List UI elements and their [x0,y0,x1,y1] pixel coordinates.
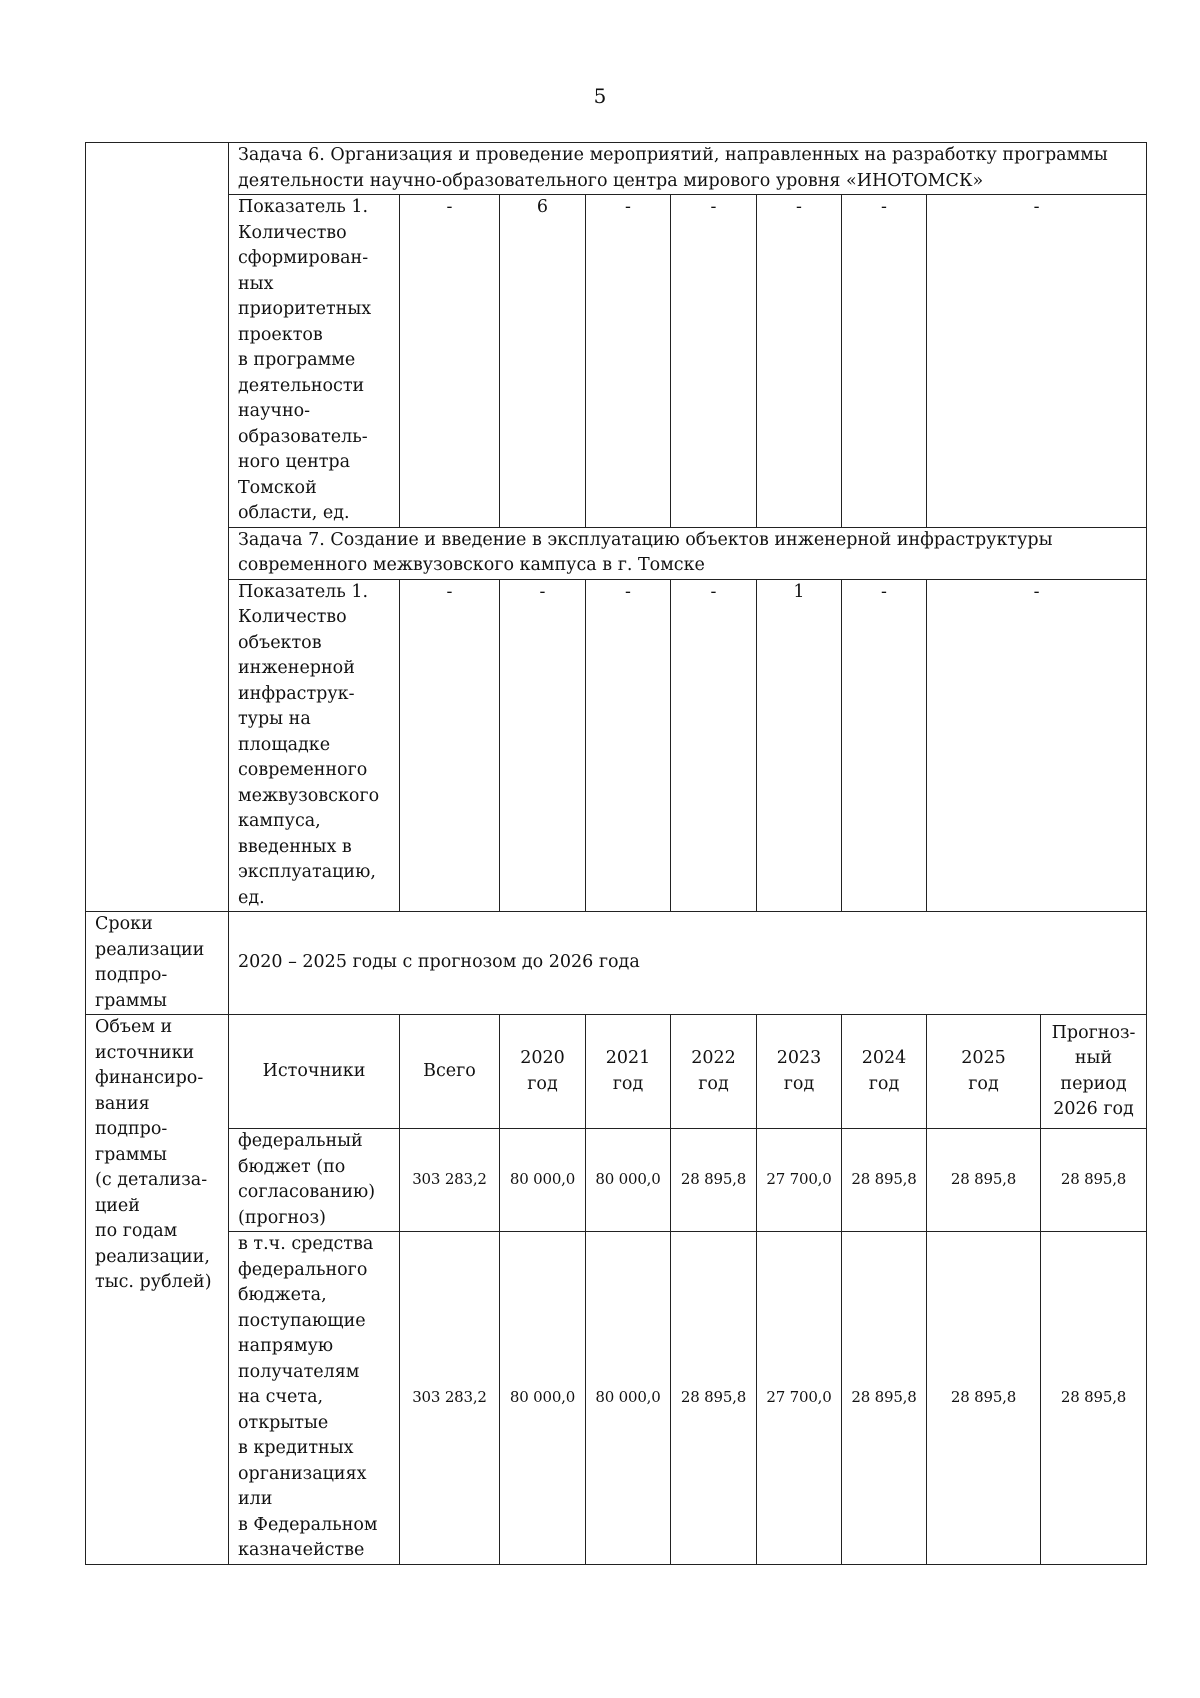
task7-value: - [400,579,500,912]
task7-value: 1 [757,579,842,912]
financing-value: 28 895,8 [927,1129,1041,1232]
financing-row [86,1232,1147,1565]
left-label-empty [86,143,229,912]
task7-value: - [586,579,671,912]
financing-value: 28 895,8 [671,1232,757,1565]
task7-row [86,527,1147,579]
financing-header: 2025 год [927,1015,1041,1129]
financing-value: 27 700,0 [757,1129,842,1232]
task7-indicator-row [86,579,1147,912]
task6-title: Задача 6. Организация и проведение мероприятий, направленных на разработку программы деятельности научно-образовательного центра мирового уровня «ИНОТОМСК» [229,143,1147,195]
financing-value: 28 895,8 [1041,1129,1147,1232]
terms-row [86,912,1147,1015]
task7-title: Задача 7. Создание и введение в эксплуатацию объектов инженерной инфраструктуры современного межвузовского кампуса в г. Томске [229,527,1147,579]
financing-header: Источники [229,1015,400,1129]
task6-indicator-label: Показатель 1. Количество сформирован- ных приоритетных проектов в программе деятельности научно- образователь- ного центра Томской области, ед. [229,195,400,528]
financing-value: 80 000,0 [500,1232,586,1565]
task6-value: - [671,195,757,528]
task6-value: - [927,195,1147,528]
financing-value: 80 000,0 [586,1129,671,1232]
task7-value: - [500,579,586,912]
financing-header: 2023 год [757,1015,842,1129]
task7-value: - [671,579,757,912]
financing-value: 80 000,0 [586,1232,671,1565]
task6-indicator-row [86,195,1147,528]
financing-value: 80 000,0 [500,1129,586,1232]
financing-header: 2021 год [586,1015,671,1129]
task7-value: - [842,579,927,912]
financing-header: Всего [400,1015,500,1129]
terms-label: Сроки реализации подпро- граммы [86,912,229,1015]
passport-table [85,142,1147,1565]
task6-value: - [757,195,842,528]
task6-value: - [586,195,671,528]
financing-value: 28 895,8 [1041,1232,1147,1565]
financing-value: 28 895,8 [927,1232,1041,1565]
terms-value: 2020 – 2025 годы с прогнозом до 2026 года [229,912,1147,1015]
financing-value: 28 895,8 [671,1129,757,1232]
task6-value: - [400,195,500,528]
page-number: 5 [593,84,607,108]
financing-value: 28 895,8 [842,1129,927,1232]
financing-value: 303 283,2 [400,1232,500,1565]
financing-header: 2024 год [842,1015,927,1129]
financing-header: 2022 год [671,1015,757,1129]
financing-header: Прогноз- ный период 2026 год [1041,1015,1147,1129]
financing-source: в т.ч. средства федерального бюджета, поступающие напрямую получателям на счета, открытые в кредитных организациях или в Федеральном казначействе [229,1232,400,1565]
task6-row [86,143,1147,195]
financing-label: Объем и источники финансиро- вания подпро- граммы (с детализа- цией по годам реализации, тыс. рублей) [86,1015,229,1565]
task6-value: 6 [500,195,586,528]
task7-indicator-label: Показатель 1. Количество объектов инженерной инфраструк- туры на площадке современного межвузовского кампуса, введенных в эксплуатацию, ед. [229,579,400,912]
financing-value: 28 895,8 [842,1232,927,1565]
task6-value: - [842,195,927,528]
task7-value: - [927,579,1147,912]
financing-header-row [86,1015,1147,1129]
financing-source: федеральный бюджет (по согласованию) (прогноз) [229,1129,400,1232]
financing-row [86,1129,1147,1232]
financing-value: 27 700,0 [757,1232,842,1565]
financing-header: 2020 год [500,1015,586,1129]
financing-value: 303 283,2 [400,1129,500,1232]
